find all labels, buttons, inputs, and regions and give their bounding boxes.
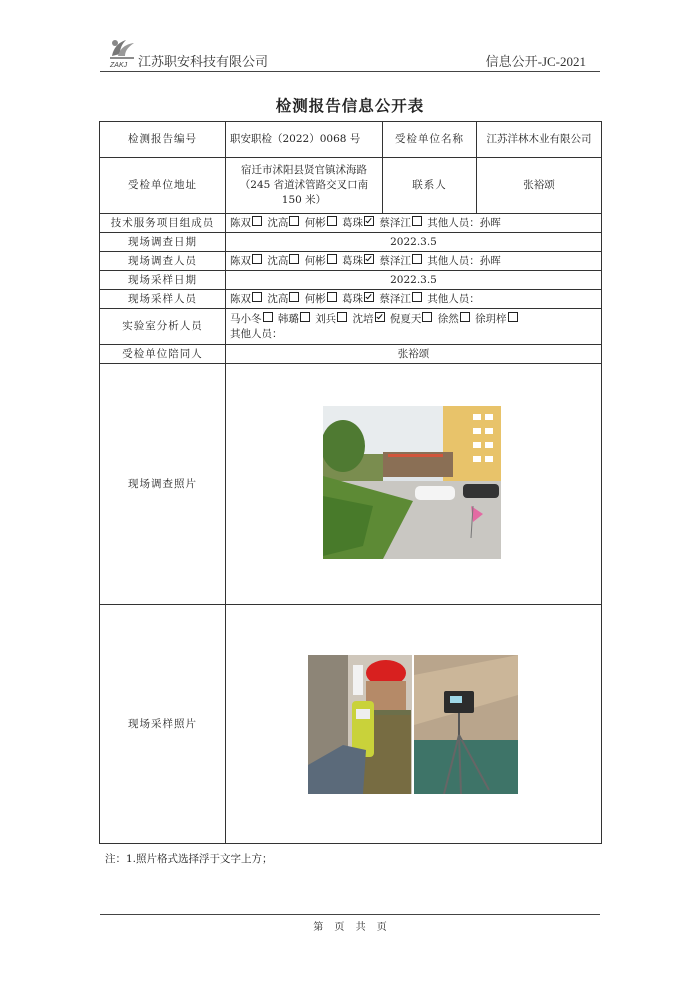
page-title: 检测报告信息公开表 (275, 97, 425, 115)
person-name: 蔡泽江 (379, 254, 411, 267)
table-row (100, 122, 602, 158)
person-entry (342, 217, 379, 229)
team-label: 技术服务项目组成员 (100, 214, 226, 233)
person-name: 陈双 (230, 216, 251, 229)
footnote: 注：1.照片格式选择浮于文字上方； (105, 853, 273, 865)
unit-label: 受检单位名称 (383, 122, 477, 158)
person-name: 何彬 (304, 216, 326, 229)
address-label: 受检单位地址 (100, 158, 226, 214)
checkbox-icon (252, 292, 262, 302)
checkbox-icon (412, 216, 422, 226)
person-name: 陈双 (230, 292, 251, 305)
checked-box-icon (364, 216, 374, 226)
contact-label: 联系人 (383, 158, 477, 214)
person-name: 何彬 (304, 292, 326, 305)
checkbox-icon (289, 254, 299, 264)
person-entry (342, 293, 379, 305)
checkbox-icon (412, 292, 422, 302)
survey-photo (323, 406, 501, 559)
address-value: 宿迁市沭阳县贤官镇沭海路（245 省道沭管路交叉口南150 米） (226, 158, 383, 214)
escort-value: 张裕颂 (226, 345, 602, 364)
header-divider (100, 71, 600, 72)
checkbox-icon (412, 254, 422, 264)
person-entry (305, 255, 342, 267)
person-name: 徐然 (437, 312, 459, 325)
checkbox-icon (252, 216, 262, 226)
person-name: 马小冬 (230, 312, 262, 325)
survey-people (226, 252, 602, 271)
person-name: 沈高 (267, 292, 289, 305)
survey-other: 其他人员：孙晖 (427, 254, 501, 267)
checkbox-icon (460, 312, 470, 322)
person-entry (379, 255, 427, 267)
person-name: 徐玥梓 (475, 312, 507, 325)
checkbox-icon (327, 216, 337, 226)
page-counter: 第 页 共 页 (313, 922, 387, 933)
table-row (100, 364, 602, 605)
person-name: 葛珠 (342, 254, 364, 267)
survey-people-label: 现场调查人员 (100, 252, 226, 271)
lab-other: 其他人员： (230, 327, 283, 340)
person-entry (267, 293, 304, 305)
checkbox-icon (263, 312, 273, 322)
checkbox-icon (508, 312, 518, 322)
person-entry (305, 293, 342, 305)
sample-date-label: 现场采样日期 (100, 271, 226, 290)
sample-photo-label: 现场采样照片 (100, 605, 226, 844)
person-name: 陈双 (230, 254, 251, 267)
person-entry (342, 255, 379, 267)
person-name: 刘兵 (315, 312, 337, 325)
person-entry (438, 313, 475, 325)
logo-text: ZAKJ (110, 62, 128, 69)
survey-date-value: 2022.3.5 (226, 233, 602, 252)
person-entry (230, 293, 267, 305)
table-row (100, 271, 602, 290)
checkbox-icon (327, 292, 337, 302)
team-members (226, 214, 602, 233)
table-row (100, 233, 602, 252)
page-header (100, 34, 600, 72)
person-entry (315, 313, 352, 325)
team-other: 其他人员：孙晖 (427, 216, 501, 229)
company-logo-icon (106, 34, 138, 70)
person-name: 蔡泽江 (379, 292, 411, 305)
lab-label: 实验室分析人员 (100, 309, 226, 345)
person-name: 沈培 (352, 312, 374, 325)
checkbox-icon (337, 312, 347, 322)
sample-photo-left (308, 655, 412, 794)
sample-photo-cell (226, 605, 602, 844)
sample-people (226, 290, 602, 309)
table-row (100, 158, 602, 214)
report-info-table (99, 121, 602, 844)
person-entry (230, 313, 278, 325)
document-code: 信息公开-JC-2021 (485, 54, 586, 69)
contact-value: 张裕颂 (477, 158, 602, 214)
report-no-label: 检测报告编号 (100, 122, 226, 158)
survey-photo-cell (226, 364, 602, 605)
sample-date-value: 2022.3.5 (226, 271, 602, 290)
person-entry (267, 217, 304, 229)
person-entry (267, 255, 304, 267)
person-name: 沈高 (267, 216, 289, 229)
table-row (100, 309, 602, 345)
company-name: 江苏职安科技有限公司 (138, 55, 269, 70)
table-row (100, 345, 602, 364)
sample-photo-right (414, 655, 518, 794)
person-name: 蔡泽江 (379, 216, 411, 229)
person-entry (230, 255, 267, 267)
sample-people-label: 现场采样人员 (100, 290, 226, 309)
survey-photo-label: 现场调查照片 (100, 364, 226, 605)
table-row (100, 605, 602, 844)
checkbox-icon (300, 312, 310, 322)
unit-value: 江苏洋林木业有限公司 (477, 122, 602, 158)
person-entry (475, 313, 520, 325)
lab-people (226, 309, 602, 345)
table-row (100, 214, 602, 233)
person-name: 倪夏天 (389, 312, 422, 325)
checkbox-icon (422, 312, 432, 322)
survey-date-label: 现场调查日期 (100, 233, 226, 252)
person-entry (379, 293, 427, 305)
person-entry (353, 313, 390, 325)
table-row (100, 290, 602, 309)
checkbox-icon (327, 254, 337, 264)
sample-other: 其他人员： (427, 292, 480, 305)
checked-box-icon (364, 292, 374, 302)
person-name: 葛珠 (342, 292, 364, 305)
person-name: 沈高 (267, 254, 289, 267)
person-entry (230, 217, 267, 229)
person-entry (379, 217, 427, 229)
table-row (100, 252, 602, 271)
checkbox-icon (252, 254, 262, 264)
person-entry (390, 313, 438, 325)
checked-box-icon (364, 254, 374, 264)
checkbox-icon (289, 292, 299, 302)
checkbox-icon (289, 216, 299, 226)
person-entry (278, 313, 315, 325)
person-name: 何彬 (304, 254, 326, 267)
person-entry (305, 217, 342, 229)
report-no-value: 职安职检（2022）0068 号 (226, 122, 383, 158)
escort-label: 受检单位陪同人 (100, 345, 226, 364)
checked-box-icon (375, 312, 385, 322)
person-name: 韩璐 (277, 312, 299, 325)
person-name: 葛珠 (342, 216, 364, 229)
footer-divider (100, 914, 600, 915)
